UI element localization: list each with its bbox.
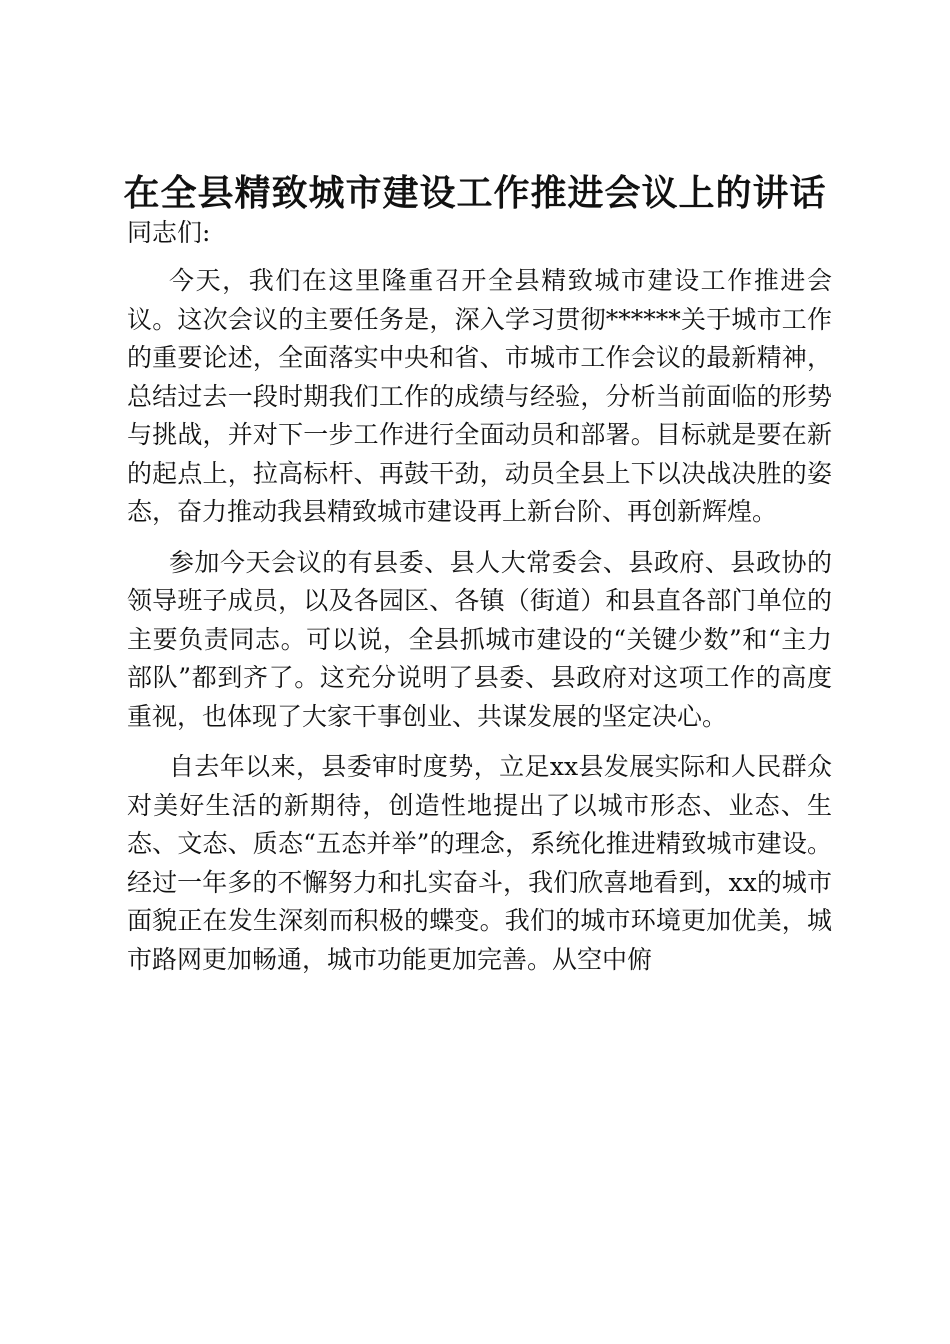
paragraph-2: 参加今天会议的有县委、县人大常委会、县政府、县政协的领导班子成员，以及各园区、各镇（街道）和县直各部门单位的主要负责同志。可以说，全县抓城市建设的“关键少数”和“主力部队”都到齐了。这充分说明了县委、县政府对这项工作的高度重视，也体现了大家干事创业、共谋发展的坚定决心。 xyxy=(127,547,832,731)
document-body xyxy=(127,216,832,979)
salutation: 同志们: xyxy=(127,218,211,247)
paragraph-3: 自去年以来，县委审时度势，立足xx县发展实际和人民群众对美好生活的新期待，创造性地提出了以城市形态、业态、生态、文态、质态“五态并举”的理念，系统化推进精致城市建设。经过一年多的不懈努力和扎实奋斗，我们欣喜地看到，xx的城市面貌正在发生深刻而积极的蝶变。我们的城市环境更加优美，城市路网更加畅通，城市功能更加完善。从空中俯 xyxy=(127,752,832,974)
document-title: 在全县精致城市建设工作推进会议上的讲话 xyxy=(123,173,827,214)
paragraph-1: 今天，我们在这里隆重召开全县精致城市建设工作推进会议。这次会议的主要任务是，深入学习贯彻******关于城市工作的重要论述，全面落实中央和省、市城市工作会议的最新精神，总结过去一段时期我们工作的成绩与经验，分析当前面临的形势与挑战，并对下一步工作进行全面动员和部署。目标就是要在新的起点上，拉高标杆、再鼓干劲，动员全县上下以决战决胜的姿态，奋力推动我县精致城市建设再上新台阶、再创新辉煌。 xyxy=(127,266,832,526)
